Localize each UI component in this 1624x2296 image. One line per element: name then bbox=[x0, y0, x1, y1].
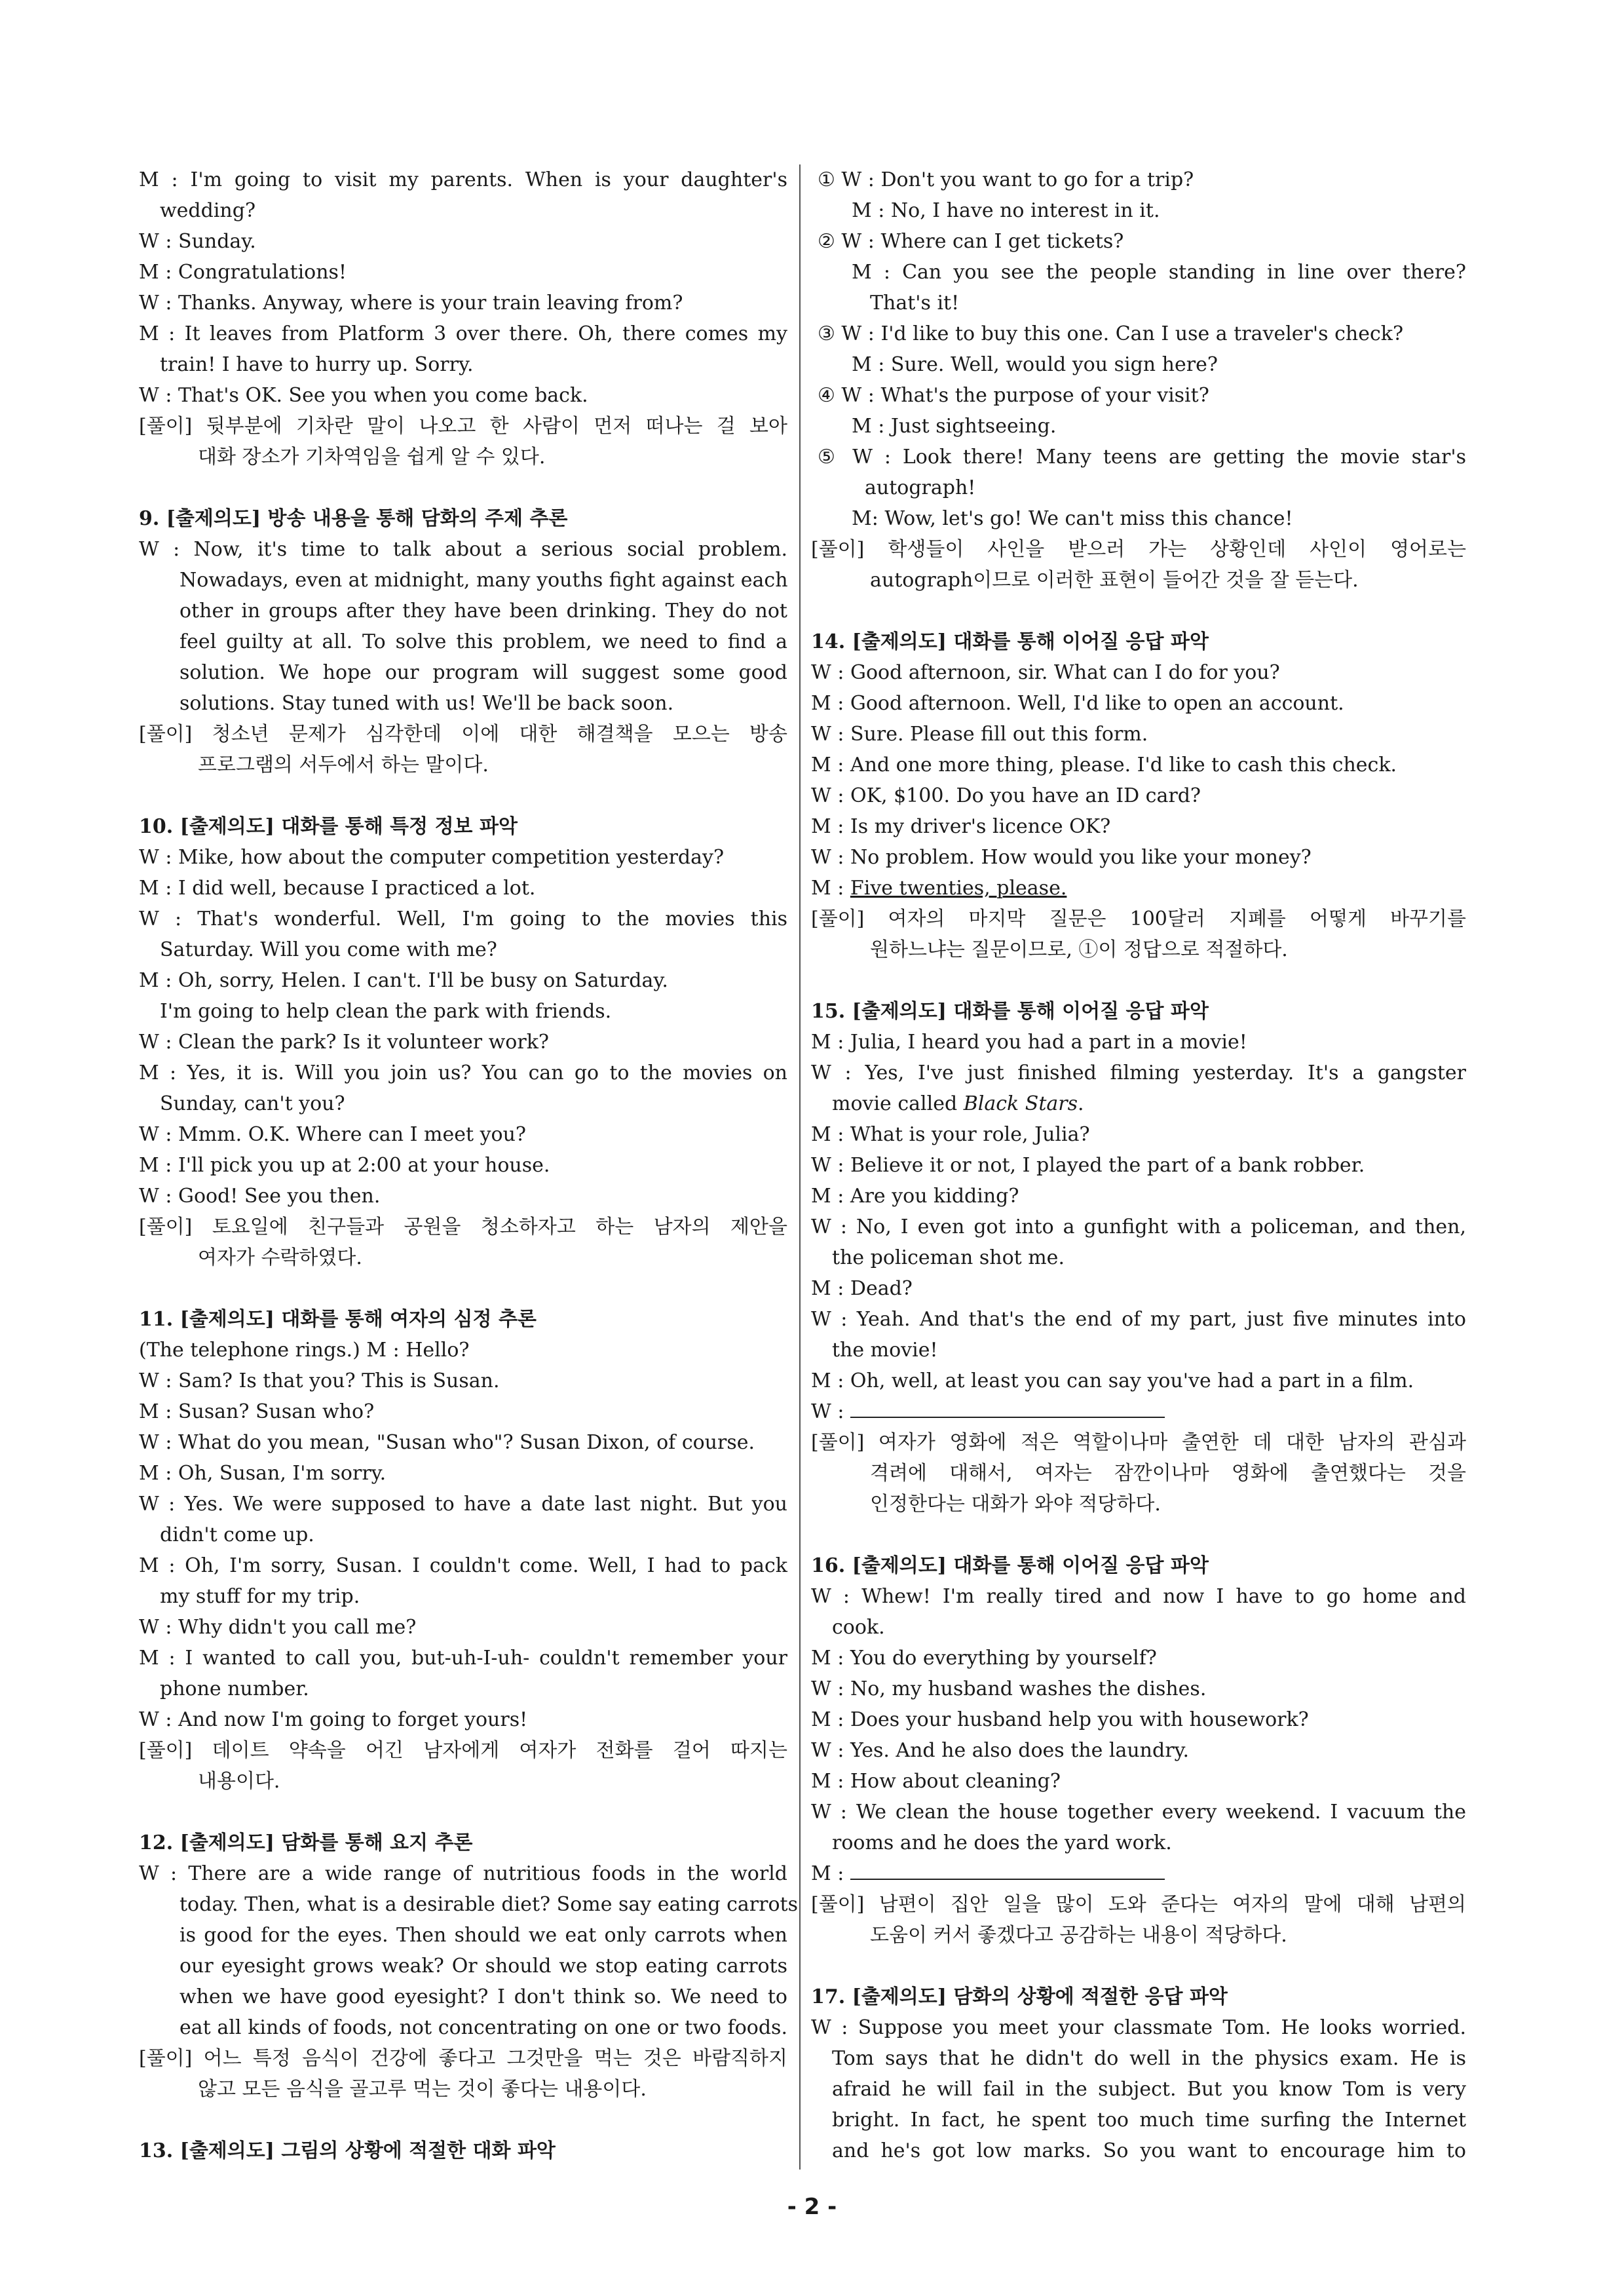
text-line bbox=[139, 1027, 787, 1058]
text-line bbox=[811, 2012, 1466, 2043]
question-heading bbox=[139, 1304, 787, 1335]
line-text: M : Can you see the people standing in line over there? bbox=[852, 261, 1466, 284]
line-text: Tom says that he didn't do well in the physics exam. He is bbox=[832, 2047, 1466, 2070]
text-line bbox=[139, 442, 787, 472]
text-line bbox=[811, 1119, 1466, 1150]
line-text: W : Mmm. O.K. Where can I meet you? bbox=[139, 1123, 526, 1146]
line-text: W : Thanks. Anyway, where is your train leaving from? bbox=[139, 292, 683, 315]
line-text: [풀이] 남편이 집안 일을 많이 도와 준다는 여자의 말에 대해 남편의 bbox=[811, 1893, 1466, 1916]
line-text: [풀이] 어느 특정 음식이 건강에 좋다고 그것만을 먹는 것은 바람직하지 bbox=[139, 2047, 787, 2070]
text-line bbox=[811, 164, 1466, 195]
text-line bbox=[811, 1458, 1466, 1489]
explanation-line bbox=[811, 1427, 1466, 1458]
text-line bbox=[811, 195, 1466, 226]
text-line bbox=[811, 1827, 1466, 1858]
text-line bbox=[139, 996, 787, 1027]
text-line bbox=[811, 1058, 1466, 1088]
line-text: M: Wow, let's go! We can't miss this chance! bbox=[852, 507, 1293, 530]
text-line bbox=[811, 934, 1466, 965]
line-text: W : That's OK. See you when you come back. bbox=[139, 384, 588, 407]
text-line bbox=[139, 1150, 787, 1181]
line-text: W : bbox=[811, 1400, 851, 1423]
question-heading bbox=[811, 1550, 1466, 1581]
line-text: when we have good eyesight? I don't think so. We need to bbox=[179, 1985, 787, 2008]
text-line bbox=[139, 596, 787, 626]
text-line bbox=[811, 1581, 1466, 1612]
section-gap bbox=[139, 1273, 787, 1304]
line-text: M : Sure. Well, would you sign here? bbox=[852, 353, 1218, 376]
text-line bbox=[139, 1674, 787, 1704]
line-text: M : Are you kidding? bbox=[811, 1185, 1019, 1208]
line-text: autograph이므로 이러한 표현이 들어간 것을 잘 듣는다. bbox=[870, 569, 1359, 592]
text-line bbox=[811, 565, 1466, 596]
text-line bbox=[139, 934, 787, 965]
question-heading bbox=[139, 1827, 787, 1858]
explanation-line bbox=[139, 1212, 787, 1242]
text-line bbox=[139, 657, 787, 688]
line-text: W : No, I even got into a gunfight with a policeman, and then, bbox=[811, 1215, 1466, 1238]
text-line bbox=[811, 1920, 1466, 1951]
line-text: W : Believe it or not, I played the part of a bank robber. bbox=[811, 1154, 1365, 1177]
text-line bbox=[811, 1612, 1466, 1643]
column-divider bbox=[799, 164, 801, 2170]
explanation-line bbox=[139, 2043, 787, 2074]
line-text: solution. We hope our program will suggest some good bbox=[179, 661, 787, 684]
line-text: feel guilty at all. To solve this problem, we need to find a bbox=[179, 630, 787, 653]
line-text: M : You do everything by yourself? bbox=[811, 1647, 1157, 1670]
text-line bbox=[139, 349, 787, 380]
line-text: W : Good afternoon, sir. What can I do for you? bbox=[811, 661, 1280, 684]
line-text: Sunday, can't you? bbox=[160, 1092, 345, 1115]
text-line bbox=[139, 288, 787, 318]
text-line bbox=[811, 1766, 1466, 1797]
line-text: train! I have to hurry up. Sorry. bbox=[160, 353, 474, 376]
line-text: cook. bbox=[832, 1616, 885, 1639]
line-text: M : What is your role, Julia? bbox=[811, 1123, 1090, 1146]
text-line bbox=[811, 750, 1466, 780]
text-line bbox=[139, 1366, 787, 1396]
line-text: W : OK, $100. Do you have an ID card? bbox=[811, 784, 1201, 807]
line-text: W : No, my husband washes the dishes. bbox=[811, 1677, 1207, 1700]
line-text: autograph! bbox=[865, 476, 976, 499]
line-text: [풀이] 뒷부분에 기차란 말이 나오고 한 사람이 먼저 떠나는 걸 보아 bbox=[139, 415, 787, 438]
line-text: 16. [출제의도] 대화를 통해 이어질 응답 파악 bbox=[811, 1554, 1209, 1577]
text-line bbox=[139, 1766, 787, 1797]
line-text: W : Yes. We were supposed to have a date last night. But you bbox=[139, 1493, 787, 1516]
line-text: M : Is my driver's licence OK? bbox=[811, 815, 1111, 838]
line-text: 않고 모든 음식을 골고루 먹는 것이 좋다는 내용이다. bbox=[198, 2078, 647, 2101]
line-text: M : Congratulations! bbox=[139, 261, 347, 284]
text-line bbox=[139, 750, 787, 780]
question-heading bbox=[139, 2135, 787, 2166]
text-line bbox=[139, 1704, 787, 1735]
section-gap bbox=[811, 1951, 1466, 1981]
line-text: M : bbox=[811, 877, 850, 900]
text-line bbox=[811, 811, 1466, 842]
text-line bbox=[811, 1335, 1466, 1366]
line-text: M : And one more thing, please. I'd like to cash this check. bbox=[811, 754, 1397, 776]
line-text: 9. [출제의도] 방송 내용을 통해 담화의 주제 추론 bbox=[139, 507, 568, 530]
line-text: M : I did well, because I practiced a lot. bbox=[139, 877, 536, 900]
line-text: W : Sam? Is that you? This is Susan. bbox=[139, 1369, 500, 1392]
line-text: Nowadays, even at midnight, many youths fight against each bbox=[179, 569, 788, 592]
line-text: W : Sure. Please fill out this form. bbox=[811, 723, 1148, 746]
line-text: 10. [출제의도] 대화를 통해 특정 정보 파악 bbox=[139, 815, 518, 838]
line-text: M : How about cleaning? bbox=[811, 1770, 1061, 1793]
line-text: [풀이] 토요일에 친구들과 공원을 청소하자고 하는 남자의 제안을 bbox=[139, 1215, 787, 1238]
question-heading bbox=[811, 1981, 1466, 2012]
section-gap bbox=[811, 596, 1466, 626]
line-text: [풀이] 학생들이 사인을 받으러 가는 상황인데 사인이 영어로는 bbox=[811, 538, 1466, 561]
text-line bbox=[811, 503, 1466, 534]
text-line bbox=[139, 1335, 787, 1366]
text-line bbox=[811, 1797, 1466, 1827]
text-line bbox=[139, 1396, 787, 1427]
text-line bbox=[811, 1735, 1466, 1766]
text-line bbox=[811, 719, 1466, 750]
line-text: eat all kinds of foods, not concentrating on one or two foods. bbox=[179, 2016, 787, 2039]
text-line bbox=[811, 1643, 1466, 1674]
text-line bbox=[139, 380, 787, 411]
line-text: 프로그램의 서두에서 하는 말이다. bbox=[198, 754, 489, 776]
line-text: today. Then, what is a desirable diet? Some say eating carrots bbox=[179, 1893, 798, 1916]
text-line bbox=[139, 2012, 787, 2043]
line-text: M : Does your husband help you with housework? bbox=[811, 1708, 1309, 1731]
line-text: our eyesight grows weak? Or should we stop eating carrots bbox=[179, 1955, 787, 1978]
line-text: W : We clean the house together every weekend. I vacuum the bbox=[811, 1801, 1466, 1824]
section-gap bbox=[139, 780, 787, 811]
left-column bbox=[139, 164, 798, 2166]
text-line bbox=[811, 349, 1466, 380]
text-line bbox=[139, 1981, 787, 2012]
text-line bbox=[139, 842, 787, 873]
line-text: 대화 장소가 기차역임을 쉽게 알 수 있다. bbox=[198, 446, 546, 469]
line-text: M : It leaves from Platform 3 over there. Oh, there comes my bbox=[139, 322, 787, 345]
text-line bbox=[139, 1889, 798, 1920]
text-line bbox=[811, 657, 1466, 688]
text-line bbox=[811, 472, 1466, 503]
text-line bbox=[139, 904, 787, 934]
text-line bbox=[139, 534, 787, 565]
text-line bbox=[811, 688, 1466, 719]
line-text-end: . bbox=[1078, 1092, 1084, 1115]
text-line bbox=[139, 1520, 787, 1550]
line-text: W : Now, it's time to talk about a serious social problem. bbox=[139, 538, 787, 561]
line-text: 격려에 대해서, 여자는 잠깐이나마 영화에 출연했다는 것을 bbox=[870, 1462, 1466, 1485]
text-line bbox=[811, 1366, 1466, 1396]
text-line bbox=[139, 1858, 787, 1889]
line-text: [풀이] 청소년 문제가 심각한데 이에 대한 해결책을 모으는 방송 bbox=[139, 723, 787, 746]
line-text: W : Mike, how about the computer competition yesterday? bbox=[139, 846, 725, 869]
line-text: wedding? bbox=[160, 199, 256, 222]
text-line bbox=[139, 164, 787, 195]
explanation-line bbox=[139, 1735, 787, 1766]
text-line bbox=[139, 1119, 787, 1150]
line-text: 도움이 커서 좋겠다고 공감하는 내용이 적당하다. bbox=[870, 1924, 1287, 1947]
line-text: W : Clean the park? Is it volunteer work? bbox=[139, 1031, 549, 1054]
explanation-line bbox=[811, 1889, 1466, 1920]
line-text: M : Oh, well, at least you can say you've had a part in a film. bbox=[811, 1369, 1414, 1392]
answer-blank bbox=[850, 1401, 1165, 1418]
line-text: solutions. Stay tuned with us! We'll be back soon. bbox=[179, 692, 674, 715]
line-text: W : And now I'm going to forget yours! bbox=[139, 1708, 528, 1731]
text-line bbox=[811, 1704, 1466, 1735]
line-text: M : Oh, Susan, I'm sorry. bbox=[139, 1462, 387, 1485]
text-line bbox=[139, 1612, 787, 1643]
text-line bbox=[811, 1396, 1466, 1427]
text-line bbox=[811, 1674, 1466, 1704]
text-line bbox=[139, 1458, 787, 1489]
line-text: W : Why didn't you call me? bbox=[139, 1616, 417, 1639]
text-line bbox=[139, 1951, 787, 1981]
line-text: 여자가 수락하였다. bbox=[198, 1246, 362, 1269]
line-text: M : Dead? bbox=[811, 1277, 913, 1300]
text-line bbox=[139, 226, 787, 257]
line-text: ① W : Don't you want to go for a trip? bbox=[818, 168, 1194, 191]
section-gap bbox=[139, 472, 787, 503]
line-text: 12. [출제의도] 담화를 통해 요지 추론 bbox=[139, 1831, 473, 1854]
text-line bbox=[139, 688, 787, 719]
line-text: 14. [출제의도] 대화를 통해 이어질 응답 파악 bbox=[811, 630, 1209, 653]
line-text: That's it! bbox=[870, 292, 960, 315]
text-line bbox=[811, 1027, 1466, 1058]
line-text: M : Just sightseeing. bbox=[852, 415, 1057, 438]
line-text: rooms and he does the yard work. bbox=[832, 1831, 1172, 1854]
line-text: W : Sunday. bbox=[139, 230, 256, 253]
line-text: W : What do you mean, "Susan who"? Susan Dixon, of course. bbox=[139, 1431, 755, 1454]
line-text: bright. In fact, he spent too much time surfing the Internet bbox=[832, 2109, 1466, 2132]
line-text: 15. [출제의도] 대화를 통해 이어질 응답 파악 bbox=[811, 1000, 1209, 1023]
explanation-line bbox=[811, 904, 1466, 934]
text-line bbox=[139, 1489, 787, 1520]
page-number: - 2 - bbox=[787, 2194, 837, 2220]
line-text: M : Susan? Susan who? bbox=[139, 1400, 375, 1423]
text-line bbox=[811, 780, 1466, 811]
line-text: my stuff for my trip. bbox=[160, 1585, 360, 1608]
text-line bbox=[139, 257, 787, 288]
line-text: 내용이다. bbox=[198, 1770, 280, 1793]
line-text: Saturday. Will you come with me? bbox=[160, 938, 497, 961]
line-text: ④ W : What's the purpose of your visit? bbox=[818, 384, 1209, 407]
line-text: W : Yeah. And that's the end of my part, just five minutes into bbox=[811, 1308, 1466, 1331]
line-text: 원하느냐는 질문이므로, ①이 정답으로 적절하다. bbox=[870, 938, 1288, 961]
line-text: (The telephone rings.) M : Hello? bbox=[139, 1339, 470, 1362]
text-line bbox=[811, 442, 1466, 472]
text-line bbox=[139, 1088, 787, 1119]
line-text: M : No, I have no interest in it. bbox=[852, 199, 1160, 222]
line-text: W : Good! See you then. bbox=[139, 1185, 381, 1208]
line-text: W : No problem. How would you like your money? bbox=[811, 846, 1312, 869]
text-line bbox=[811, 1212, 1466, 1242]
text-line bbox=[811, 873, 1466, 904]
answer-underlined: Five twenties, please. bbox=[850, 877, 1067, 900]
movie-title: Black Stars bbox=[963, 1092, 1078, 1115]
line-text: the movie! bbox=[832, 1339, 938, 1362]
text-line bbox=[811, 1150, 1466, 1181]
text-line bbox=[139, 873, 787, 904]
text-line bbox=[811, 411, 1466, 442]
text-line bbox=[139, 318, 787, 349]
explanation-line bbox=[811, 534, 1466, 565]
line-text: W : Suppose you meet your classmate Tom. He looks worried. bbox=[811, 2016, 1466, 2039]
text-line bbox=[139, 565, 787, 596]
line-text: other in groups after they have been drinking. They do not bbox=[179, 600, 787, 622]
text-line bbox=[811, 288, 1466, 318]
line-text: 인정한다는 대화가 와야 적당하다. bbox=[870, 1493, 1161, 1516]
line-text: ② W : Where can I get tickets? bbox=[818, 230, 1124, 253]
text-line bbox=[139, 195, 787, 226]
line-text: M : Oh, I'm sorry, Susan. I couldn't come. Well, I had to pack bbox=[139, 1554, 787, 1577]
line-text: M : I wanted to call you, but-uh-I-uh- couldn't remember your bbox=[139, 1647, 787, 1670]
line-text: [풀이] 여자가 영화에 적은 역할이나마 출연한 데 대한 남자의 관심과 bbox=[811, 1431, 1466, 1454]
text-line bbox=[139, 1550, 787, 1581]
text-line bbox=[139, 626, 787, 657]
text-line bbox=[811, 1273, 1466, 1304]
line-text: afraid he will fail in the subject. But you know Tom is very bbox=[832, 2078, 1466, 2101]
line-text: 13. [출제의도] 그림의 상황에 적절한 대화 파악 bbox=[139, 2139, 556, 2162]
line-text: movie called bbox=[832, 1092, 964, 1115]
text-line bbox=[811, 257, 1466, 288]
question-heading bbox=[811, 996, 1466, 1027]
line-text: M : bbox=[811, 1862, 850, 1885]
text-line bbox=[811, 2043, 1466, 2074]
line-text: M : Good afternoon. Well, I'd like to open an account. bbox=[811, 692, 1344, 715]
line-text: the policeman shot me. bbox=[832, 1246, 1065, 1269]
line-text: ⑤ W : Look there! Many teens are getting the movie star's bbox=[818, 446, 1466, 469]
line-text: W : Whew! I'm really tired and now I have to go home and bbox=[811, 1585, 1466, 1608]
section-gap bbox=[139, 2105, 787, 2135]
question-heading bbox=[811, 626, 1466, 657]
line-text: [풀이] 여자의 마지막 질문은 100달러 지폐를 어떻게 바꾸기를 bbox=[811, 908, 1466, 930]
section-gap bbox=[139, 1797, 787, 1827]
text-line bbox=[811, 226, 1466, 257]
explanation-line bbox=[139, 411, 787, 442]
text-line bbox=[811, 318, 1466, 349]
line-text: 17. [출제의도] 담화의 상황에 적절한 응답 파악 bbox=[811, 1985, 1228, 2008]
line-text: I'm going to help clean the park with friends. bbox=[160, 1000, 612, 1023]
line-text: M : I'm going to visit my parents. When is your daughter's bbox=[139, 168, 787, 191]
right-column bbox=[811, 164, 1466, 2166]
text-line bbox=[139, 965, 787, 996]
text-line bbox=[811, 1242, 1466, 1273]
text-line bbox=[811, 1304, 1466, 1335]
section-gap bbox=[811, 1520, 1466, 1550]
line-text: ③ W : I'd like to buy this one. Can I use a traveler's check? bbox=[818, 322, 1404, 345]
text-line bbox=[811, 380, 1466, 411]
text-line bbox=[811, 1088, 1466, 1119]
text-line bbox=[139, 1581, 787, 1612]
text-line bbox=[139, 1920, 787, 1951]
text-line bbox=[811, 1858, 1466, 1889]
line-text: W : Yes. And he also does the laundry. bbox=[811, 1739, 1190, 1762]
line-text: phone number. bbox=[160, 1677, 309, 1700]
text-line bbox=[811, 2074, 1466, 2105]
line-text: is good for the eyes. Then should we eat only carrots when bbox=[179, 1924, 787, 1947]
text-line bbox=[139, 1643, 787, 1674]
answer-blank bbox=[850, 1863, 1165, 1880]
section-gap bbox=[811, 965, 1466, 996]
line-text: 11. [출제의도] 대화를 통해 여자의 심정 추론 bbox=[139, 1308, 537, 1331]
line-text: W : Yes, I've just finished filming yesterday. It's a gangster bbox=[811, 1062, 1466, 1084]
line-text: M : Oh, sorry, Helen. I can't. I'll be busy on Saturday. bbox=[139, 969, 668, 992]
line-text: W : That's wonderful. Well, I'm going to the movies this bbox=[139, 908, 787, 930]
line-text: M : Yes, it is. Will you join us? You can go to the movies on bbox=[139, 1062, 787, 1084]
line-text: and he's got low marks. So you want to encourage him to bbox=[832, 2139, 1466, 2162]
text-line bbox=[811, 1489, 1466, 1520]
question-heading bbox=[139, 503, 787, 534]
line-text: W : There are a wide range of nutritious foods in the world bbox=[139, 1862, 787, 1885]
text-line bbox=[139, 1058, 787, 1088]
text-line bbox=[139, 1242, 787, 1273]
line-text: M : Julia, I heard you had a part in a movie! bbox=[811, 1031, 1247, 1054]
text-line bbox=[811, 1181, 1466, 1212]
text-line bbox=[811, 2105, 1466, 2135]
text-line bbox=[139, 2074, 787, 2105]
text-line bbox=[139, 1427, 787, 1458]
line-text: M : I'll pick you up at 2:00 at your house. bbox=[139, 1154, 550, 1177]
text-line bbox=[811, 2135, 1466, 2166]
explanation-line bbox=[139, 719, 787, 750]
question-heading bbox=[139, 811, 787, 842]
line-text: didn't come up. bbox=[160, 1523, 314, 1546]
text-line bbox=[139, 1181, 787, 1212]
text-line bbox=[811, 842, 1466, 873]
line-text: [풀이] 데이트 약속을 어긴 남자에게 여자가 전화를 걸어 따지는 bbox=[139, 1739, 787, 1762]
